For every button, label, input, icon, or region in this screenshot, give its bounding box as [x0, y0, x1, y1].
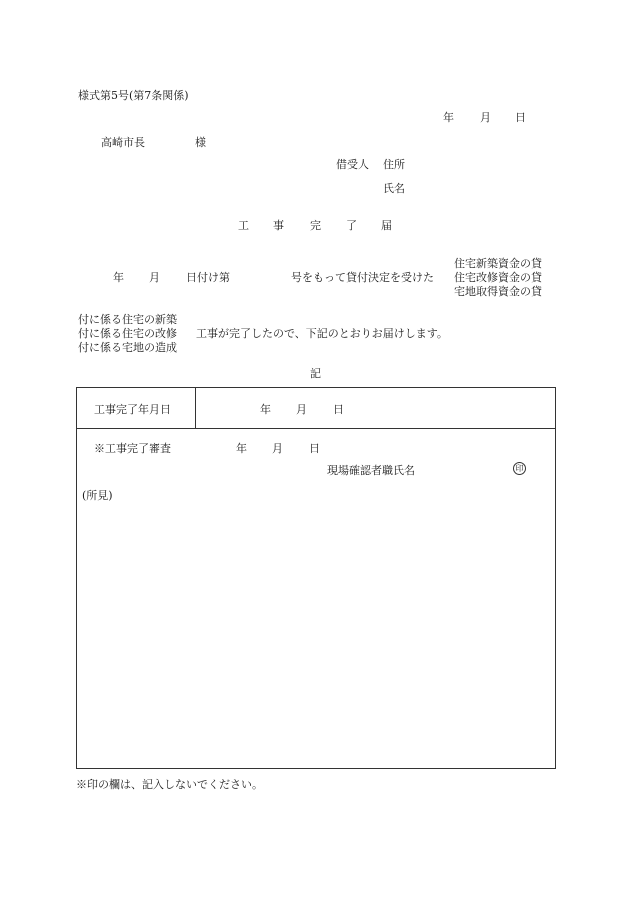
- loan-type-new-construction: 住宅新築資金の貸: [454, 257, 542, 270]
- table-column-divider: [195, 388, 196, 428]
- loan-type-renovation: 住宅改修資金の貸: [454, 271, 542, 284]
- body-date-day: 日付け第: [186, 271, 230, 284]
- purpose-land: 付に係る宅地の造成: [78, 341, 177, 354]
- body-date-month: 月: [149, 271, 160, 284]
- body-date-year: 年: [113, 271, 124, 284]
- borrower-label: 借受人: [336, 158, 369, 171]
- inspection-date-day[interactable]: 日: [309, 442, 320, 455]
- title-char-1: 工: [238, 219, 249, 232]
- seal-mark: 印: [513, 462, 526, 475]
- borrower-name-label: 氏名: [383, 182, 405, 195]
- completion-date-year[interactable]: 年: [260, 403, 271, 416]
- header-date-day: 日: [515, 111, 526, 124]
- note-heading: 記: [310, 367, 321, 380]
- completion-date-label: 工事完了年月日: [94, 403, 171, 416]
- completion-date-day[interactable]: 日: [333, 403, 344, 416]
- title-char-2: 事: [273, 219, 284, 232]
- completion-date-month[interactable]: 月: [296, 403, 307, 416]
- inspector-label: 現場確認者職氏名: [327, 464, 415, 477]
- completion-text: 工事が完了したので、下記のとおりお届けします。: [196, 327, 448, 340]
- purpose-renovation: 付に係る住宅の改修: [78, 327, 177, 340]
- addressee-honorific: 様: [195, 136, 206, 149]
- title-char-5: 届: [381, 219, 392, 232]
- inspection-date-month[interactable]: 月: [272, 442, 283, 455]
- title-char-4: 了: [346, 219, 357, 232]
- table-row-divider: [77, 428, 555, 429]
- addressee-mayor: 高崎市長: [101, 136, 145, 149]
- purpose-new-construction: 付に係る住宅の新築: [78, 313, 177, 326]
- title-char-3: 完: [310, 219, 321, 232]
- decision-text: 号をもって貸付決定を受けた: [291, 271, 434, 284]
- header-date-year: 年: [443, 111, 454, 124]
- borrower-address-label: 住所: [383, 158, 405, 171]
- loan-type-land: 宅地取得資金の貸: [454, 285, 542, 298]
- inspection-date-year[interactable]: 年: [236, 442, 247, 455]
- header-date-month: 月: [480, 111, 491, 124]
- opinion-label: (所見): [82, 489, 113, 502]
- form-number: 様式第5号(第7条関係): [78, 89, 189, 102]
- footer-note: ※印の欄は、記入しないでください。: [76, 778, 263, 791]
- inspection-label: ※工事完了審査: [94, 442, 171, 455]
